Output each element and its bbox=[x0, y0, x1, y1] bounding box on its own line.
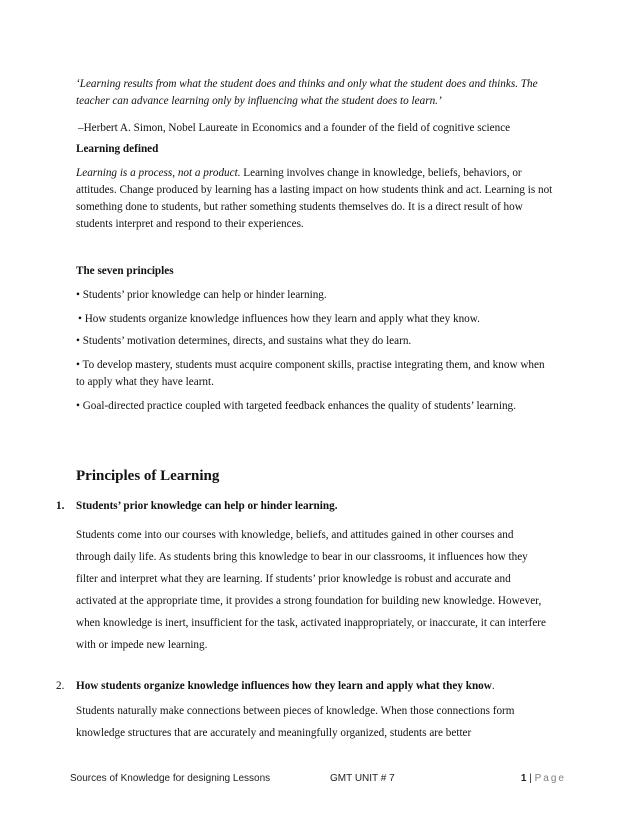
principle-bullet: • How students organize knowledge influences how they learn and apply what they know. bbox=[78, 313, 480, 325]
learning-defined-lead: Learning is a process, not a product. bbox=[76, 167, 241, 179]
page-label: Page bbox=[534, 773, 566, 784]
learning-defined-body: Learning involves change in knowledge, beliefs, behaviors, or attitudes. Change produced by learning has a lasting impact on how students think and act. Learning is not something done to students, but rather something students themselves do. It is a direct result of how students interpret and respond to their experiences. bbox=[76, 167, 553, 230]
opening-quote: ‘Learning results from what the student does and thinks and only what the student does and thinks. The teacher can advance learning only by influencing what the student does to learn.’ bbox=[76, 78, 538, 107]
principle-bullet: • Students’ motivation determines, directs, and sustains what they do learn. bbox=[76, 335, 412, 347]
footer-page bbox=[521, 773, 566, 784]
learning-defined-heading: Learning defined bbox=[76, 143, 159, 155]
section-1-body: Students come into our courses with knowledge, beliefs, and attitudes gained in other courses and through daily life. As students bring this knowledge to bear in our classrooms, it influences how they filter and interpret what they are learning. If students’ prior knowledge is robust and accurate and activated at the appropriate time, it provides a strong foundation for building new knowledge. However, when knowledge is inert, insufficient for the task, activated inappropriately, or inaccurate, it can interfere with or impede new learning. bbox=[76, 529, 546, 651]
section-title-end: . bbox=[491, 680, 495, 692]
quote-attribution: –Herbert A. Simon, Nobel Laureate in Economics and a founder of the field of cognitive science bbox=[78, 122, 511, 134]
principles-of-learning-heading: Principles of Learning bbox=[76, 468, 220, 484]
footer-title: Sources of Knowledge for designing Lessons bbox=[70, 773, 271, 784]
principle-bullet: • Goal-directed practice coupled with targeted feedback enhances the quality of students’ learning. bbox=[76, 400, 516, 412]
section-title: Students’ prior knowledge can help or hinder learning. bbox=[76, 500, 338, 512]
principle-bullet: • Students’ prior knowledge can help or hinder learning. bbox=[76, 289, 327, 301]
learning-defined-paragraph bbox=[76, 165, 554, 233]
section-title: How students organize knowledge influences how they learn and apply what they know bbox=[76, 680, 492, 692]
section-1-heading bbox=[56, 500, 338, 512]
principle-bullet: • To develop mastery, students must acquire component skills, practise integrating them, and know when to apply what they have learnt. bbox=[76, 359, 545, 388]
page-separator: | bbox=[526, 773, 535, 784]
section-number: 1. bbox=[56, 500, 65, 512]
section-2-heading bbox=[56, 680, 495, 692]
section-2-body: Students naturally make connections between pieces of knowledge. When those connections form knowledge structures that are accurately and meaningfully organized, students are better bbox=[76, 705, 515, 739]
page-number: 1 bbox=[520, 773, 527, 784]
section-number: 2. bbox=[56, 680, 65, 692]
seven-principles-heading: The seven principles bbox=[76, 265, 174, 277]
page-footer bbox=[70, 773, 566, 791]
footer-unit: GMT UNIT # 7 bbox=[330, 773, 395, 784]
